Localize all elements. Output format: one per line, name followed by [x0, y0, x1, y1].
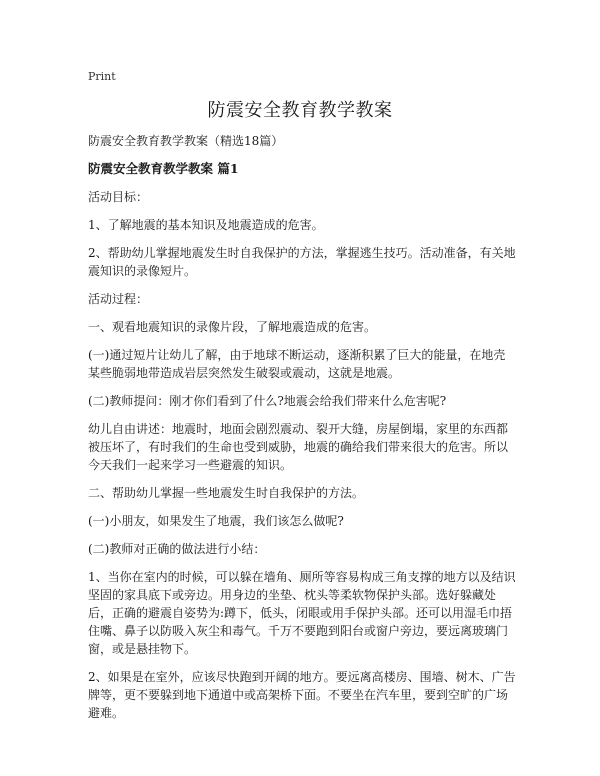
paragraph: 活动目标：: [88, 190, 149, 204]
paragraph: 二、帮助幼儿掌握一些地震发生时自我保护的方法。: [88, 486, 365, 500]
document-subtitle: 防震安全教育教学教案（精选18篇）: [88, 134, 284, 148]
print-link[interactable]: Print: [88, 70, 116, 83]
paragraph: (一)小朋友，如果发生了地震，我们该怎么做呢?: [88, 514, 344, 528]
page-title: 防震安全教育教学教案: [207, 100, 393, 121]
paragraph: 1、了解地震的基本知识及地震造成的危害。: [88, 218, 324, 232]
paragraph: 2、如果是在室外，应该尽快跑到开阔的地方。要远离高楼房、围墙、树木、广告牌等，更不要躲到地下通道中或高架桥下面。不要坐在汽车里，要到空旷的广场避难。: [88, 670, 516, 720]
paragraph: 幼儿自由讲述：地震时，地面会剧烈震动、裂开大缝，房屋倒塌，家里的东西都被压坏了，有时我们的生命也受到威胁，地震的确给我们带来很大的危害。所以今天我们一起来学习一些避震的知识。: [88, 422, 509, 472]
paragraph: 活动过程：: [88, 292, 149, 306]
document-body: [88, 132, 516, 732]
paragraph: 2、帮助幼儿掌握地震发生时自我保护的方法，掌握逃生技巧。活动准备，有关地震知识的录像短片。: [88, 246, 516, 278]
paragraph: 一、观看地震知识的录像片段，了解地震造成的危害。: [88, 320, 377, 334]
paragraph: (二)教师提问：刚才你们看到了什么?地震会给我们带来什么危害呢?: [88, 394, 447, 408]
paragraph: 1、当你在室内的时候，可以躲在墙角、厕所等容易构成三角支撑的地方以及结识坚固的家具底下或旁边。用身边的坐垫、枕头等柔软物保护头部。选好躲藏处后，正确的避震自姿势为:蹲下，低头，闭眼或用手保护头部。还可以用湿毛巾捂住嘴、鼻子以防吸入灰尘和毒气。千万不要跑到阳台或窗户旁边，要远离玻璃门窗，或是悬挂物下。: [88, 570, 516, 656]
paragraph: (二)教师对正确的做法进行小结：: [88, 542, 266, 556]
paragraph: (一)通过短片让幼儿了解，由于地球不断运动，逐渐积累了巨大的能量，在地壳某些脆弱地带造成岩层突然发生破裂或震动，这就是地震。: [88, 348, 506, 380]
section-heading: 防震安全教育教学教案 篇1: [88, 161, 239, 176]
